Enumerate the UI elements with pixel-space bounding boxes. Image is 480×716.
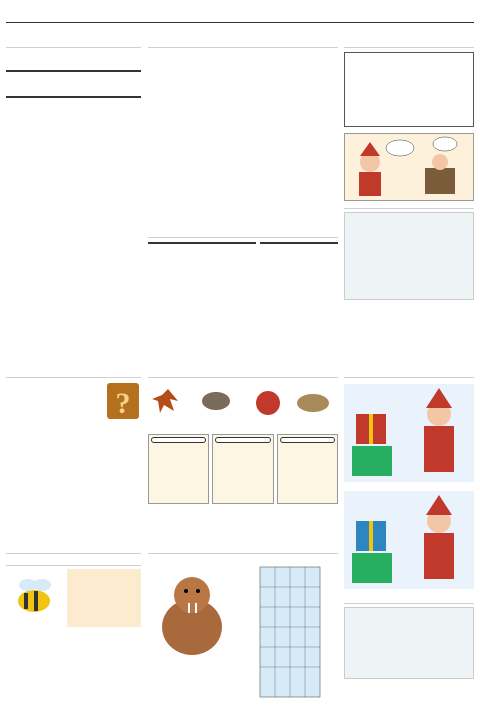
paula-title <box>148 552 338 554</box>
comic-bubble-2 <box>215 437 270 443</box>
gesucht-title <box>6 376 141 378</box>
aufloesungen-box-2 <box>344 607 474 679</box>
comic-bubble-1 <box>151 437 206 443</box>
walrus-icon <box>148 557 236 661</box>
aufloesungen-title-1 <box>344 207 474 209</box>
comic-strip <box>148 434 338 504</box>
gesucht-section <box>6 376 141 421</box>
rebus-section <box>148 376 338 504</box>
silben-title <box>148 46 338 48</box>
rebus-title <box>148 376 338 378</box>
irmi-text <box>67 569 141 627</box>
sudoku-section <box>6 46 141 98</box>
bee-icon <box>6 569 64 627</box>
paula-section <box>148 552 338 705</box>
silbenraetsel-section <box>148 46 338 54</box>
zug-grid[interactable] <box>344 52 474 127</box>
santa-cartoon-icon <box>345 134 473 200</box>
fehler-title <box>344 376 474 378</box>
header-rule <box>6 22 474 23</box>
cartoon-santa <box>344 133 474 201</box>
fehler-image-1-icon <box>344 384 474 482</box>
comic-panel-1 <box>148 434 209 504</box>
irmi-title <box>6 564 141 566</box>
ziegel-section <box>148 236 338 244</box>
fehler-section <box>344 376 474 679</box>
aufloesungen-box-1 <box>344 212 474 300</box>
ziegel-title <box>148 236 338 238</box>
comic-panel-2 <box>212 434 273 504</box>
svg-text:?: ? <box>115 387 131 420</box>
paula-puzzle-icon <box>240 557 336 705</box>
sudoku-grid-medium[interactable] <box>6 96 141 98</box>
kreis-title <box>6 552 141 554</box>
comic-bubble-3 <box>280 437 335 443</box>
rebus-images-icon <box>148 381 338 425</box>
ziegel-solution-grid[interactable] <box>260 242 338 244</box>
kreisverkehr-section <box>6 552 141 627</box>
sudoku-grid-easy[interactable] <box>6 70 141 72</box>
zug-title <box>344 46 474 48</box>
fehler-image-2-icon <box>344 491 474 589</box>
sudoku-title <box>6 46 141 48</box>
comic-panel-3 <box>277 434 338 504</box>
ziegel-grid[interactable] <box>148 242 256 244</box>
zugumzug-section <box>344 46 474 300</box>
aufloesungen-title-2 <box>344 602 474 604</box>
question-mark-icon <box>105 381 141 421</box>
